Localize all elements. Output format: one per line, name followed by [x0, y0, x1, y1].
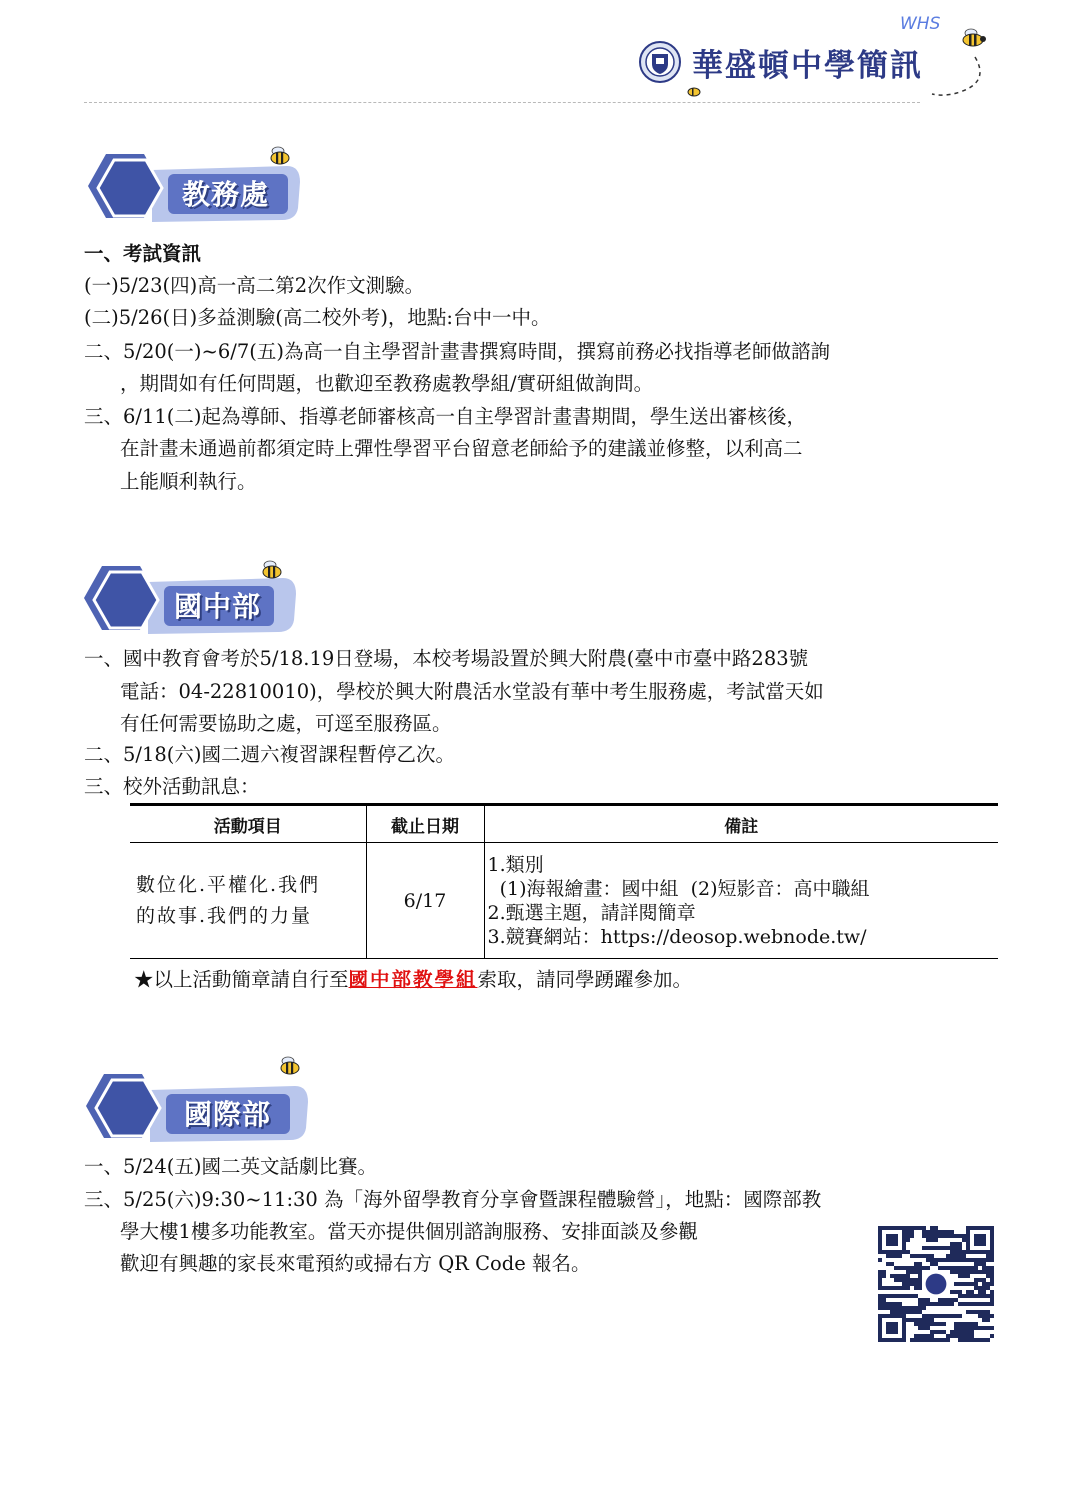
table-header-row [130, 805, 998, 843]
bee-icon [958, 26, 988, 52]
qr-code-icon[interactable] [878, 1226, 994, 1342]
bee-icon [258, 558, 284, 584]
newsletter-title: 華盛頓中學簡訊 [692, 48, 923, 84]
list-item: 三、5/25(六)9:30~11:30 為「海外留學教育分享會暨課程體驗營」，地點：國際部教 [84, 1188, 822, 1211]
school-seal-icon [638, 40, 682, 88]
whs-mark: WHS [900, 14, 941, 34]
list-item-cont: 學大樓1樓多功能教室。當天亦提供個別諮詢服務、安排面談及參觀 [120, 1220, 698, 1243]
exam-info-heading: 一、考試資訊 [84, 242, 202, 265]
table-row [130, 843, 998, 959]
section-badge-international [80, 1068, 320, 1154]
deadline-cell: 6/17 [366, 843, 484, 959]
list-item-cont: 電話：04-22810010)，學校於興大附農活水堂設有華中考生服務處，考試當天如 [120, 680, 824, 703]
column-header-activity: 活動項目 [130, 805, 366, 843]
section-title-academic: 教務處 [182, 178, 270, 211]
bee-icon [266, 144, 292, 170]
list-item: 一、5/24(五)國二英文話劇比賽。 [84, 1155, 378, 1178]
bee-icon [276, 1054, 302, 1080]
activity-table [130, 803, 998, 959]
list-item-cont: 歡迎有興趣的家長來電預約或掃右方 QR Code 報名。 [120, 1252, 591, 1275]
bee-icon [687, 82, 701, 101]
list-item: 二、5/20(一)~6/7(五)為高一自主學習計畫書撰寫時間，撰寫前務必找指導老師做諮詢 [84, 340, 830, 363]
activity-name-cell [130, 843, 366, 959]
list-item-cont: 在計畫未通過前都須定時上彈性學習平台留意老師給予的建議並修整，以利高二 [120, 437, 803, 460]
notice-text: 索取，請同學踴躍參加。 [477, 968, 693, 991]
list-item-cont: 上能順利執行。 [120, 470, 257, 493]
notes-cell [484, 843, 998, 959]
list-item-cont: 有任何需要協助之處，可逕至服務區。 [120, 712, 452, 735]
list-item-cont: ，期間如有任何問題，也歡迎至教務處教學組/實研組做詢問。 [120, 372, 654, 395]
activity-name-line: 數位化.平權化.我們 [136, 873, 321, 896]
note-line: 1.類別 [487, 853, 544, 876]
list-item: 三、6/11(二)起為導師、指導老師審核高一自主學習計畫書期間，學生送出審核後， [84, 405, 807, 428]
list-item: 二、5/18(六)國二週六複習課程暫停乙次。 [84, 743, 456, 766]
note-line: 3.競賽網站：https://deosop.webnode.tw/ [487, 925, 867, 948]
list-item: (二)5/26(日)多益測驗(高二校外考)，地點:台中一中。 [84, 306, 551, 329]
column-header-notes: 備註 [484, 805, 998, 843]
notice-highlight-unit: 國中部教學組 [348, 968, 478, 991]
activity-notice [134, 968, 692, 992]
notice-text: ★以上活動簡章請自行至 [134, 968, 349, 991]
note-line: (1)海報繪畫：國中組 (2)短影音：高中職組 [487, 877, 870, 900]
header-divider [84, 102, 920, 103]
section-title-junior-high: 國中部 [174, 590, 262, 623]
section-badge-junior-high [78, 560, 308, 646]
list-item: 一、國中教育會考於5/18.19日登場，本校考場設置於興大附農(臺中市臺中路283號 [84, 647, 809, 670]
column-header-deadline: 截止日期 [366, 805, 484, 843]
list-item: 三、校外活動訊息： [84, 775, 260, 798]
activity-name-line: 的故事.我們的力量 [136, 904, 313, 927]
dashed-flight-path [920, 52, 990, 106]
list-item: (一)5/23(四)高一高二第2次作文測驗。 [84, 274, 425, 297]
section-badge-academic [82, 148, 312, 234]
note-line: 2.甄選主題，請詳閱簡章 [487, 901, 696, 924]
section-title-international: 國際部 [184, 1098, 272, 1131]
